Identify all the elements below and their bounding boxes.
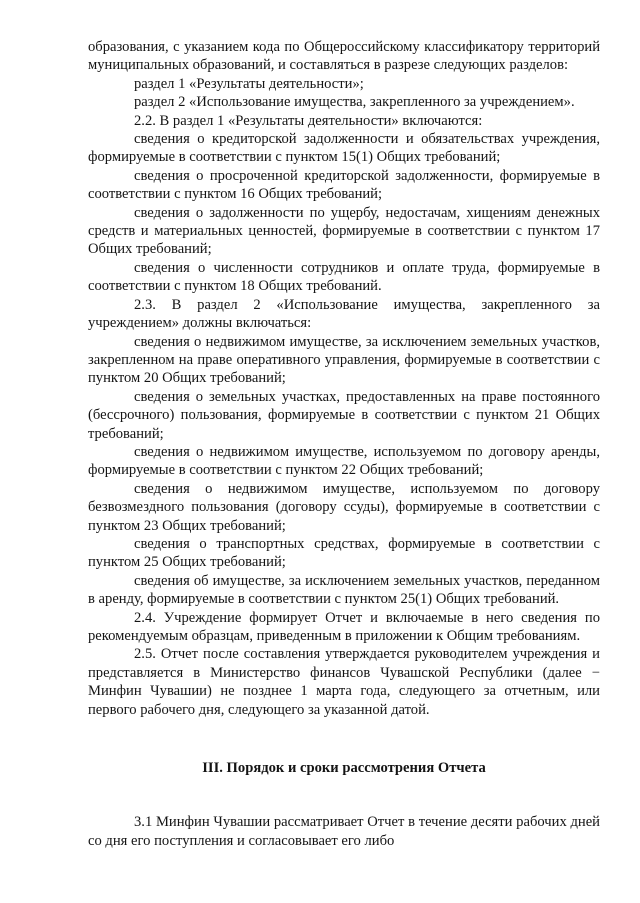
paragraph: 2.4. Учреждение формирует Отчет и включаемые в него сведения по рекомендуемым образцам, приведенным в приложении к Общим требованиям.: [88, 609, 600, 644]
body-text-bottom: [88, 813, 600, 850]
paragraph: 2.5. Отчет после составления утверждается руководителем учреждения и представляется в Министерство финансов Чувашской Республики (далее − Минфин Чувашии) не позднее 1 марта года, следующего за отчетным, или первого рабочего дня, следующего за указанной датой.: [88, 646, 600, 718]
paragraph: сведения о задолженности по ущербу, недостачам, хищениям денежных средств и материальных ценностей, формируемые в соответствии с пунктом 17 Общих требований;: [88, 204, 600, 258]
paragraph: сведения о недвижимом имуществе, используемом по договору безвозмездного пользования (договору ссуды), формируемые в соответствии с пунктом 23 Общих требований;: [88, 480, 600, 534]
paragraph: 2.2. В раздел 1 «Результаты деятельности» включаются:: [134, 112, 483, 129]
paragraph: сведения о кредиторской задолженности и обязательствах учреждения, формируемые в соответствии с пунктом 15(1) Общих требований;: [88, 131, 600, 166]
paragraph: 2.3. В раздел 2 «Использование имущества, закрепленного за учреждением» должны включаться:: [88, 296, 600, 332]
section-heading: III. Порядок и сроки рассмотрения Отчета: [202, 760, 486, 777]
paragraph: раздел 2 «Использование имущества, закрепленного за учреждением».: [134, 94, 575, 111]
paragraph: сведения о просроченной кредиторской задолженности, формируемые в соответствии с пунктом 16 Общих требований;: [88, 167, 600, 203]
paragraph: сведения о транспортных средствах, формируемые в соответствии с пунктом 25 Общих требований;: [88, 535, 600, 571]
paragraph: сведения о недвижимом имуществе, за исключением земельных участков, закрепленном на праве оперативного управления, формируемые в соответствии с пунктом 20 Общих требований;: [88, 333, 600, 387]
paragraph: образования, с указанием кода по Общероссийскому классификатору территорий муниципальных образований, и составляться в разрезе следующих разделов:: [88, 39, 600, 74]
paragraph: раздел 1 «Результаты деятельности»;: [134, 75, 364, 92]
paragraph: сведения об имуществе, за исключением земельных участков, переданном в аренду, формируемые в соответствии с пунктом 25(1) Общих требований.: [88, 572, 600, 608]
paragraph: сведения о недвижимом имуществе, используемом по договору аренды, формируемые в соответствии с пунктом 22 Общих требований;: [88, 443, 600, 479]
paragraph: сведения о земельных участках, предоставленных на праве постоянного (бессрочного) пользования, формируемые в соответствии с пунктом 21 Общих требований;: [88, 388, 600, 442]
paragraph: 3.1 Минфин Чувашии рассматривает Отчет в течение десяти рабочих дней со дня его поступления и согласовывает его либо: [88, 814, 600, 849]
paragraph: сведения о численности сотрудников и оплате труда, формируемые в соответствии с пунктом 18 Общих требований.: [88, 259, 600, 295]
body-text-top: [88, 38, 600, 719]
